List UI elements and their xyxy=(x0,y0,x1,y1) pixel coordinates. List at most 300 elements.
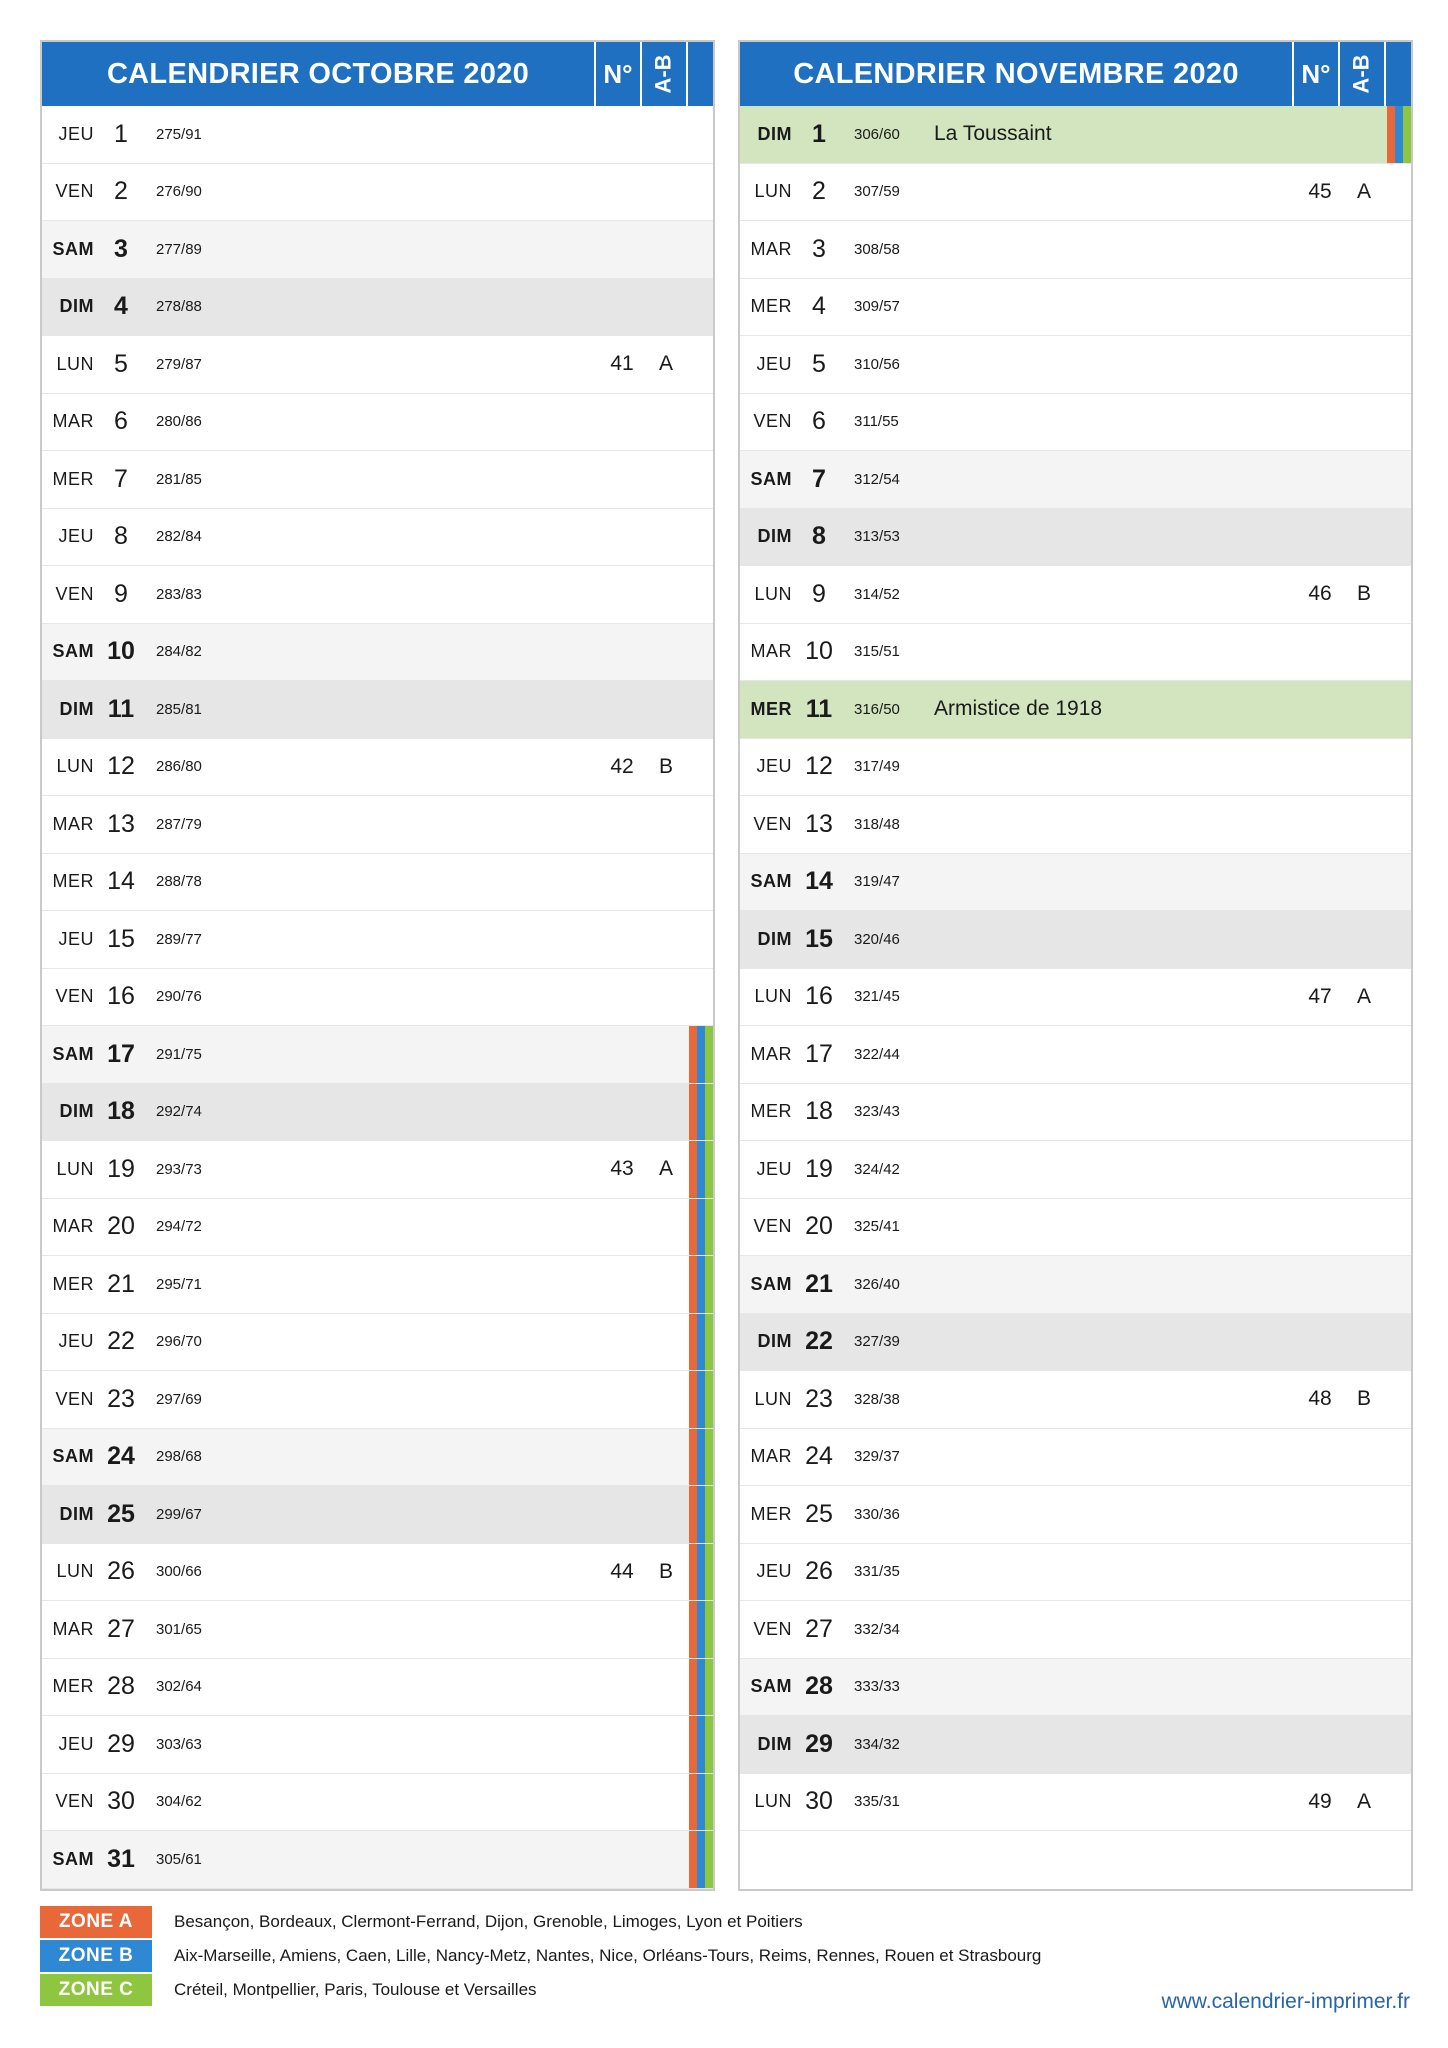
day-of-week: VEN xyxy=(753,1216,792,1237)
day-of-week: VEN xyxy=(55,1791,94,1812)
day-of-year: 284/82 xyxy=(156,643,202,661)
school-holiday-zone-bar xyxy=(688,164,713,221)
school-holiday-zone-bar xyxy=(1386,911,1411,968)
day-of-week: MER xyxy=(750,1101,792,1122)
day-of-year: 282/84 xyxy=(156,528,202,546)
day-row xyxy=(42,1141,713,1199)
school-holiday-zone-bar xyxy=(1386,1774,1411,1831)
school-holiday-zone-bar xyxy=(1386,164,1411,221)
school-holiday-zone-bar xyxy=(1386,796,1411,853)
school-holiday-zone-bar xyxy=(688,1601,713,1658)
day-row xyxy=(740,164,1411,222)
day-row xyxy=(42,221,713,279)
day-number: 27 xyxy=(107,1614,135,1643)
day-of-week: SAM xyxy=(750,1273,792,1294)
day-number: 9 xyxy=(114,579,128,608)
day-number: 16 xyxy=(107,982,135,1011)
day-of-year: 334/32 xyxy=(854,1735,900,1753)
day-of-year: 314/52 xyxy=(854,585,900,603)
day-of-week: VEN xyxy=(55,583,94,604)
school-holiday-zone-bar xyxy=(1386,1256,1411,1313)
day-of-year: 295/71 xyxy=(156,1275,202,1293)
day-of-year: 299/67 xyxy=(156,1505,202,1523)
week-ab: A xyxy=(1356,1789,1371,1813)
day-of-week: VEN xyxy=(55,1388,94,1409)
day-of-week: LUN xyxy=(754,1791,792,1812)
day-of-year: 279/87 xyxy=(156,355,202,373)
school-holiday-zone-bar xyxy=(688,1544,713,1601)
day-of-week: SAM xyxy=(750,468,792,489)
zone-column-header xyxy=(1384,42,1411,106)
day-of-year: 305/61 xyxy=(156,1850,202,1868)
day-of-week: MER xyxy=(52,1676,94,1697)
day-row xyxy=(740,854,1411,912)
week-number: 48 xyxy=(1308,1387,1332,1411)
day-of-week: DIM xyxy=(757,526,792,547)
day-number: 24 xyxy=(805,1442,833,1471)
day-number: 30 xyxy=(805,1787,833,1816)
school-holiday-zone-bar xyxy=(1386,394,1411,451)
school-holiday-zone-bar xyxy=(1386,1199,1411,1256)
day-of-year: 326/40 xyxy=(854,1275,900,1293)
zone-c-cities: Créteil, Montpellier, Paris, Toulouse et Versailles xyxy=(174,1980,537,1999)
legend-zone-c xyxy=(40,1974,537,2006)
week-number-column-header: N° xyxy=(594,42,640,106)
day-row xyxy=(740,911,1411,969)
day-number: 17 xyxy=(805,1039,833,1068)
day-of-week: MAR xyxy=(750,1043,792,1064)
day-number: 14 xyxy=(107,867,135,896)
november-title: CALENDRIER NOVEMBRE 2020 xyxy=(793,57,1239,90)
empty-row xyxy=(740,1831,1411,1889)
week-number: 46 xyxy=(1308,582,1332,606)
day-row xyxy=(740,221,1411,279)
day-row xyxy=(42,394,713,452)
day-of-week: MAR xyxy=(52,1216,94,1237)
day-row xyxy=(42,911,713,969)
day-of-week: SAM xyxy=(52,1043,94,1064)
day-row xyxy=(740,1716,1411,1774)
day-of-year: 296/70 xyxy=(156,1333,202,1351)
day-of-year: 303/63 xyxy=(156,1735,202,1753)
school-holiday-zone-bar xyxy=(688,624,713,681)
day-row xyxy=(740,1601,1411,1659)
day-number: 13 xyxy=(805,809,833,838)
day-row xyxy=(42,1831,713,1889)
day-number: 7 xyxy=(114,464,128,493)
day-of-year: 292/74 xyxy=(156,1103,202,1121)
day-number: 11 xyxy=(805,694,833,723)
day-of-year: 276/90 xyxy=(156,183,202,201)
day-of-year: 329/37 xyxy=(854,1448,900,1466)
day-row xyxy=(740,1486,1411,1544)
day-of-year: 310/56 xyxy=(854,355,900,373)
day-of-week: LUN xyxy=(754,583,792,604)
week-ab: A xyxy=(658,1157,673,1181)
day-row xyxy=(42,164,713,222)
day-of-year: 327/39 xyxy=(854,1333,900,1351)
day-of-week: LUN xyxy=(754,181,792,202)
day-row xyxy=(740,1544,1411,1602)
school-holiday-zone-bar xyxy=(1386,1429,1411,1486)
zone-b-cities: Aix-Marseille, Amiens, Caen, Lille, Nancy-Metz, Nantes, Nice, Orléans-Tours, Reims, Rennes, Rouen et Strasbourg xyxy=(174,1946,1042,1965)
day-of-year: 294/72 xyxy=(156,1218,202,1236)
school-holiday-zone-bar xyxy=(688,739,713,796)
day-number: 1 xyxy=(812,119,826,148)
week-ab: A xyxy=(1356,179,1371,203)
day-of-year: 283/83 xyxy=(156,585,202,603)
day-number: 3 xyxy=(114,234,128,263)
day-of-week: SAM xyxy=(52,1446,94,1467)
day-of-year: 308/58 xyxy=(854,240,900,258)
day-row xyxy=(740,394,1411,452)
day-row xyxy=(740,1026,1411,1084)
day-number: 4 xyxy=(114,292,128,321)
week-ab: B xyxy=(658,754,673,778)
school-holiday-zone-bar xyxy=(688,1774,713,1831)
november-calendar xyxy=(738,40,1413,1891)
day-row xyxy=(42,1429,713,1487)
day-number: 20 xyxy=(805,1212,833,1241)
day-number: 28 xyxy=(805,1672,833,1701)
day-of-year: 313/53 xyxy=(854,528,900,546)
school-holiday-zone-bar xyxy=(688,1256,713,1313)
legend-zone-a xyxy=(40,1906,803,1938)
day-of-year: 290/76 xyxy=(156,988,202,1006)
day-of-week: JEU xyxy=(756,1561,792,1582)
day-of-week: MER xyxy=(750,1503,792,1524)
week-number: 49 xyxy=(1308,1789,1332,1813)
day-of-year: 312/54 xyxy=(854,470,900,488)
day-of-year: 316/50 xyxy=(854,700,900,718)
week-ab: B xyxy=(1356,582,1371,606)
day-of-week: LUN xyxy=(56,1158,94,1179)
school-holiday-zone-bar xyxy=(688,1716,713,1773)
school-holiday-zone-bar xyxy=(1386,1314,1411,1371)
day-number: 21 xyxy=(805,1269,833,1298)
day-of-week: MAR xyxy=(750,238,792,259)
day-row xyxy=(42,1486,713,1544)
day-number: 18 xyxy=(107,1097,135,1126)
day-of-year: 328/38 xyxy=(854,1390,900,1408)
week-number: 47 xyxy=(1308,984,1332,1008)
day-row xyxy=(740,279,1411,337)
school-holiday-zone-bar xyxy=(688,336,713,393)
day-of-week: MER xyxy=(52,871,94,892)
day-number: 2 xyxy=(812,177,826,206)
day-row xyxy=(42,796,713,854)
day-of-week: MER xyxy=(750,296,792,317)
day-of-week: LUN xyxy=(56,756,94,777)
day-of-year: 332/34 xyxy=(854,1620,900,1638)
school-holiday-zone-bar xyxy=(1386,566,1411,623)
october-header xyxy=(42,42,713,106)
day-of-year: 286/80 xyxy=(156,758,202,776)
day-of-year: 298/68 xyxy=(156,1448,202,1466)
day-of-year: 289/77 xyxy=(156,930,202,948)
day-of-week: JEU xyxy=(58,1733,94,1754)
day-of-week: SAM xyxy=(52,641,94,662)
day-of-year: 333/33 xyxy=(854,1678,900,1696)
day-of-week: JEU xyxy=(756,756,792,777)
day-row xyxy=(740,1371,1411,1429)
day-of-week: DIM xyxy=(757,1733,792,1754)
day-row xyxy=(740,509,1411,567)
day-number: 12 xyxy=(107,752,135,781)
day-of-week: DIM xyxy=(59,1101,94,1122)
day-of-week: DIM xyxy=(59,296,94,317)
day-row xyxy=(42,854,713,912)
school-holiday-zone-bar xyxy=(688,1199,713,1256)
day-of-year: 288/78 xyxy=(156,873,202,891)
day-row xyxy=(42,509,713,567)
day-of-year: 318/48 xyxy=(854,815,900,833)
week-number: 44 xyxy=(610,1559,634,1583)
day-number: 4 xyxy=(812,292,826,321)
day-of-year: 315/51 xyxy=(854,643,900,661)
day-number: 22 xyxy=(107,1327,135,1356)
day-number: 9 xyxy=(812,579,826,608)
day-number: 21 xyxy=(107,1269,135,1298)
day-number: 31 xyxy=(107,1844,135,1873)
day-of-year: 320/46 xyxy=(854,930,900,948)
november-day-list xyxy=(740,106,1411,1889)
day-number: 8 xyxy=(812,522,826,551)
day-of-week: MAR xyxy=(750,641,792,662)
day-of-week: MAR xyxy=(52,1618,94,1639)
day-of-year: 281/85 xyxy=(156,470,202,488)
day-of-week: DIM xyxy=(757,928,792,949)
week-ab: B xyxy=(658,1559,673,1583)
october-title: CALENDRIER OCTOBRE 2020 xyxy=(106,57,530,90)
day-of-year: 311/55 xyxy=(854,413,899,431)
day-of-week: JEU xyxy=(756,1158,792,1179)
school-holiday-zone-bar xyxy=(1386,1486,1411,1543)
day-of-week: MAR xyxy=(750,1446,792,1467)
day-of-year: 300/66 xyxy=(156,1563,202,1581)
school-holiday-zone-bar xyxy=(1386,279,1411,336)
day-row xyxy=(42,1084,713,1142)
day-row xyxy=(42,106,713,164)
week-ab: B xyxy=(1356,1387,1371,1411)
day-row xyxy=(42,1716,713,1774)
day-number: 5 xyxy=(812,349,826,378)
day-row xyxy=(42,1199,713,1257)
day-of-year: 291/75 xyxy=(156,1045,202,1063)
day-of-year: 301/65 xyxy=(156,1620,202,1638)
school-holiday-zone-bar xyxy=(688,106,713,163)
day-of-week: JEU xyxy=(58,1331,94,1352)
day-number: 19 xyxy=(107,1154,135,1183)
day-of-year: 278/88 xyxy=(156,298,202,316)
zone-c-badge: ZONE C xyxy=(40,1974,152,2006)
day-number: 29 xyxy=(805,1729,833,1758)
day-number: 8 xyxy=(114,522,128,551)
website-link[interactable]: www.calendrier-imprimer.fr xyxy=(1161,1990,1410,2013)
day-of-year: 304/62 xyxy=(156,1793,202,1811)
day-row xyxy=(740,624,1411,682)
school-holiday-zone-bar xyxy=(688,1141,713,1198)
day-of-year: 317/49 xyxy=(854,758,900,776)
school-holiday-zone-bar xyxy=(1386,854,1411,911)
school-holiday-zone-bar xyxy=(688,1314,713,1371)
day-of-week: SAM xyxy=(750,871,792,892)
school-holiday-zone-bar xyxy=(1386,1141,1411,1198)
day-of-year: 302/64 xyxy=(156,1678,202,1696)
school-holiday-zone-bar xyxy=(688,1429,713,1486)
day-number: 16 xyxy=(805,982,833,1011)
day-row xyxy=(42,1256,713,1314)
week-number: 43 xyxy=(610,1157,634,1181)
holiday-name: La Toussaint xyxy=(934,122,1052,146)
day-of-year: 275/91 xyxy=(156,125,202,143)
day-row xyxy=(42,451,713,509)
november-header xyxy=(740,42,1411,106)
zone-column-header xyxy=(686,42,713,106)
day-row xyxy=(42,969,713,1027)
day-of-week: MER xyxy=(52,1273,94,1294)
day-of-week: VEN xyxy=(753,411,792,432)
school-holiday-zone-bar xyxy=(688,221,713,278)
day-of-week: LUN xyxy=(56,1561,94,1582)
day-of-week: VEN xyxy=(753,1618,792,1639)
day-of-year: 335/31 xyxy=(854,1793,900,1811)
october-calendar xyxy=(40,40,715,1891)
day-of-week: DIM xyxy=(59,698,94,719)
day-row xyxy=(42,1314,713,1372)
zone-b-badge: ZONE B xyxy=(40,1940,152,1972)
school-holiday-zone-bar xyxy=(688,1084,713,1141)
zone-a-cities: Besançon, Bordeaux, Clermont-Ferrand, Dijon, Grenoble, Limoges, Lyon et Poitiers xyxy=(174,1912,803,1931)
day-row xyxy=(740,1199,1411,1257)
day-row xyxy=(740,1084,1411,1142)
school-holiday-zone-bar xyxy=(1386,969,1411,1026)
day-of-week: JEU xyxy=(58,928,94,949)
day-of-week: VEN xyxy=(55,986,94,1007)
day-row xyxy=(740,1429,1411,1487)
day-number: 26 xyxy=(805,1557,833,1586)
day-row xyxy=(740,739,1411,797)
school-holiday-zone-bar xyxy=(1386,336,1411,393)
week-ab: A xyxy=(1356,984,1371,1008)
day-number: 30 xyxy=(107,1787,135,1816)
school-holiday-zone-bar xyxy=(1386,221,1411,278)
day-of-week: VEN xyxy=(55,181,94,202)
day-row xyxy=(740,1141,1411,1199)
day-number: 25 xyxy=(805,1499,833,1528)
school-holiday-zone-bar xyxy=(1386,1084,1411,1141)
school-holiday-zone-bar xyxy=(688,279,713,336)
day-row xyxy=(740,796,1411,854)
day-number: 19 xyxy=(805,1154,833,1183)
day-row xyxy=(42,624,713,682)
day-of-year: 297/69 xyxy=(156,1390,202,1408)
day-number: 23 xyxy=(805,1384,833,1413)
day-row xyxy=(42,739,713,797)
day-row xyxy=(42,1026,713,1084)
day-number: 1 xyxy=(114,119,128,148)
zone-a-badge: ZONE A xyxy=(40,1906,152,1938)
day-of-year: 293/73 xyxy=(156,1160,202,1178)
week-number: 41 xyxy=(610,352,634,376)
day-row xyxy=(42,279,713,337)
day-number: 14 xyxy=(805,867,833,896)
school-holiday-zone-bar xyxy=(688,681,713,738)
day-number: 24 xyxy=(107,1442,135,1471)
school-holiday-zone-bar xyxy=(1386,1716,1411,1773)
school-holiday-zone-bar xyxy=(688,566,713,623)
day-of-week: MAR xyxy=(52,411,94,432)
day-number: 18 xyxy=(805,1097,833,1126)
day-number: 22 xyxy=(805,1327,833,1356)
school-holiday-zone-bar xyxy=(1386,624,1411,681)
day-number: 20 xyxy=(107,1212,135,1241)
school-holiday-zone-bar xyxy=(688,911,713,968)
day-of-week: JEU xyxy=(58,526,94,547)
week-ab-column-header: A-B xyxy=(640,42,686,106)
day-number: 27 xyxy=(805,1614,833,1643)
day-number: 25 xyxy=(107,1499,135,1528)
day-of-week: SAM xyxy=(52,1848,94,1869)
day-row xyxy=(740,969,1411,1027)
legend-zone-b xyxy=(40,1940,1041,1972)
day-of-year: 306/60 xyxy=(854,125,900,143)
day-of-week: DIM xyxy=(757,123,792,144)
day-of-year: 321/45 xyxy=(854,988,900,1006)
school-holiday-zone-bar xyxy=(1386,1659,1411,1716)
day-number: 6 xyxy=(114,407,128,436)
day-of-week: LUN xyxy=(56,353,94,374)
school-holiday-zone-bar xyxy=(688,451,713,508)
day-of-week: DIM xyxy=(59,1503,94,1524)
day-of-year: 307/59 xyxy=(854,183,900,201)
day-row xyxy=(42,681,713,739)
school-holiday-zone-bar xyxy=(1386,739,1411,796)
day-of-year: 277/89 xyxy=(156,240,202,258)
day-number: 17 xyxy=(107,1039,135,1068)
day-row xyxy=(42,1544,713,1602)
school-holiday-zone-bar xyxy=(688,796,713,853)
day-row xyxy=(740,451,1411,509)
school-holiday-zone-bar xyxy=(688,1371,713,1428)
day-row xyxy=(42,336,713,394)
school-holiday-zone-bar xyxy=(688,509,713,566)
week-number: 45 xyxy=(1308,179,1332,203)
day-row xyxy=(740,336,1411,394)
day-of-year: 322/44 xyxy=(854,1045,900,1063)
day-number: 15 xyxy=(107,924,135,953)
day-row xyxy=(740,566,1411,624)
day-of-week: LUN xyxy=(754,986,792,1007)
school-holiday-zone-bar xyxy=(688,1026,713,1083)
october-day-list xyxy=(42,106,713,1889)
school-holiday-zone-bar xyxy=(1386,509,1411,566)
school-holiday-zone-bar xyxy=(688,969,713,1026)
day-of-week: MER xyxy=(52,468,94,489)
day-number: 23 xyxy=(107,1384,135,1413)
day-row xyxy=(740,1256,1411,1314)
day-of-week: SAM xyxy=(52,238,94,259)
day-number: 3 xyxy=(812,234,826,263)
week-number: 42 xyxy=(610,754,634,778)
day-number: 10 xyxy=(805,637,833,666)
week-number-column-header: N° xyxy=(1292,42,1338,106)
day-of-week: LUN xyxy=(754,1388,792,1409)
day-row xyxy=(42,1774,713,1832)
day-of-week: VEN xyxy=(753,813,792,834)
day-row xyxy=(42,1601,713,1659)
day-of-year: 324/42 xyxy=(854,1160,900,1178)
